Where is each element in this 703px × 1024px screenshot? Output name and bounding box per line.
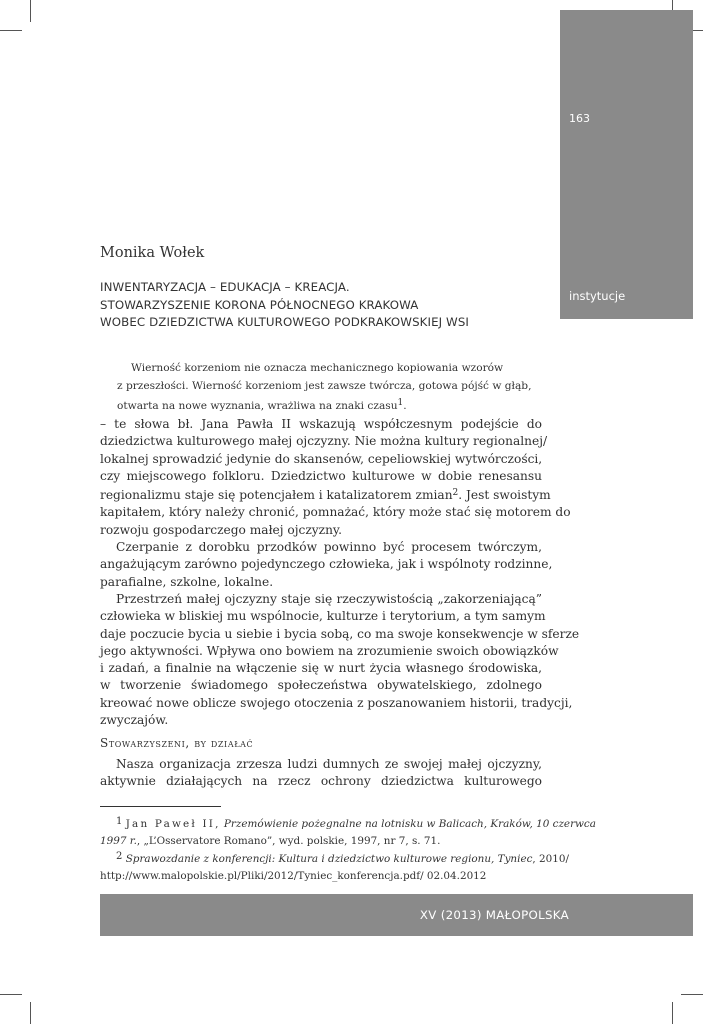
footnote-line (100, 833, 542, 850)
footnote-title: Sprawozdanie z konferencji: Kultura i dziedzictwo kulturowe regionu, Tyniec (125, 853, 533, 865)
body-line-tail: . Jest swoistym (458, 488, 551, 503)
body-line: lokalnej sprowadzić jedynie do skansenów, cepeliowskiej wytwórczości, (100, 451, 543, 466)
footnote-title: Przemówienie pożegnalne na lotnisku w Balicach, Kraków, 10 czerwca (223, 818, 596, 830)
body-line: Nasza organizacja zrzesza ludzi dumnych ze swojej małej ojczyzny, (116, 756, 542, 771)
body-line: dziedzictwa kulturowego małej ojczyzny. Nie można kultury regionalnej/ (100, 434, 548, 449)
body-line: angażującym zarówno pojedynczego człowieka, jak i wspólnoty rodzinne, (100, 557, 553, 572)
crop-mark (0, 994, 22, 995)
body-line: człowieka w bliskiej mu wspólnocie, kulturze i terytorium, a tym samym (100, 609, 546, 624)
crop-mark (0, 30, 22, 31)
body-line: rozwoju gospodarczego małej ojczyzny. (100, 522, 343, 537)
crop-mark (681, 994, 703, 995)
footnote-line (100, 849, 569, 868)
epigraph-line (117, 395, 527, 416)
journal-label: XV (2013) MAŁOPOLSKA (419, 908, 569, 922)
body-line (100, 485, 551, 504)
footnote-title-cont: 1997 r. (100, 834, 137, 847)
epigraph-line-text: otwarta na nowe wyznania, wrażliwa na znaki czasu (117, 400, 398, 412)
footnote-source: , „L’Osservatore Romano”, wyd. polskie, 1997, nr 7, s. 71. (136, 834, 441, 847)
footnote-ref: 2 (452, 488, 459, 499)
epigraph-line: Wierność korzeniom nie oznacza mechanicznego kopiowania wzorów (131, 362, 504, 374)
crop-mark (30, 1002, 31, 1024)
footnote-line (100, 814, 596, 833)
section-sidebar (560, 10, 693, 319)
journal-footer-bar (100, 894, 693, 936)
body-line: Czerpanie z dorobku przodków powinno być procesem twórczym, (116, 540, 542, 555)
body-line: czy miejscowego folkloru. Dziedzictwo kulturowe w dobie renesansu (100, 468, 542, 483)
body-line: daje poczucie bycia u siebie i bycia sobą, co ma swoje konsekwencje w sferze (100, 626, 580, 641)
body-line: kreować nowe oblicze swojego otoczenia z poszanowaniem historii, tradycji, (100, 695, 573, 710)
footnote-divider (100, 806, 221, 807)
section-heading: Stowarzyszeni, by działać (100, 736, 254, 751)
body-line: w tworzenie świadomego społeczeństwa obywatelskiego, zdolnego (100, 678, 542, 693)
section-label: instytucje (569, 289, 626, 303)
body-line: zwyczajów. (100, 713, 169, 728)
footnote-author: Jan Paweł II, (125, 818, 221, 830)
body-line-text: regionalizmu staje się potencjałem i katalizatorem zmian (100, 488, 453, 503)
footnote-number: 2 (116, 851, 123, 862)
body-line: i zadań, a finalnie na włączenie się w nurt życia własnego środowiska, (100, 661, 542, 676)
footnote-ref: 1 (397, 398, 404, 408)
body-line: parafialne, szkolne, lokalne. (100, 574, 274, 589)
crop-mark (30, 0, 31, 22)
title-line: INWENTARYZACJA – EDUKACJA – KREACJA. (100, 280, 350, 294)
epigraph-line: z przeszłości. Wierność korzeniom jest zawsze twórcza, gotowa pójść w głąb, (117, 379, 532, 392)
footnote-number: 1 (116, 816, 123, 827)
article-body (100, 416, 580, 790)
page-number: 163 (569, 112, 590, 125)
epigraph-end: . (403, 400, 407, 412)
body-line: Przestrzeń małej ojczyzny staje się rzeczywistością „zakorzeniającą” (116, 591, 542, 606)
article-title (100, 279, 550, 332)
footnotes (100, 814, 596, 884)
crop-mark (672, 1002, 673, 1024)
footnote-url: http://www.malopolskie.pl/Pliki/2012/Tyniec_konferencja.pdf/ 02.04.2012 (100, 869, 487, 882)
footnote-tail: , 2010/ (532, 853, 569, 865)
epigraph (117, 360, 532, 416)
title-line: STOWARZYSZENIE KORONA PÓŁNOCNEGO KRAKOWA (100, 297, 419, 312)
body-line: kapitałem, który należy chronić, pomnażać, który może stać się motorem do (100, 505, 571, 520)
title-line: WOBEC DZIEDZICTWA KULTUROWEGO PODKRAKOWSKIEJ WSI (100, 315, 469, 329)
article-author: Monika Wołek (100, 245, 205, 261)
body-line: – te słowa bł. Jana Pawła II wskazują współczesnym podejście do (100, 417, 542, 431)
body-line: aktywnie działających na rzecz ochrony dziedzictwa kulturowego (100, 773, 542, 788)
body-line: jego aktywności. Wpływa ono bowiem na zrozumienie swoich obowiązków (100, 643, 559, 658)
